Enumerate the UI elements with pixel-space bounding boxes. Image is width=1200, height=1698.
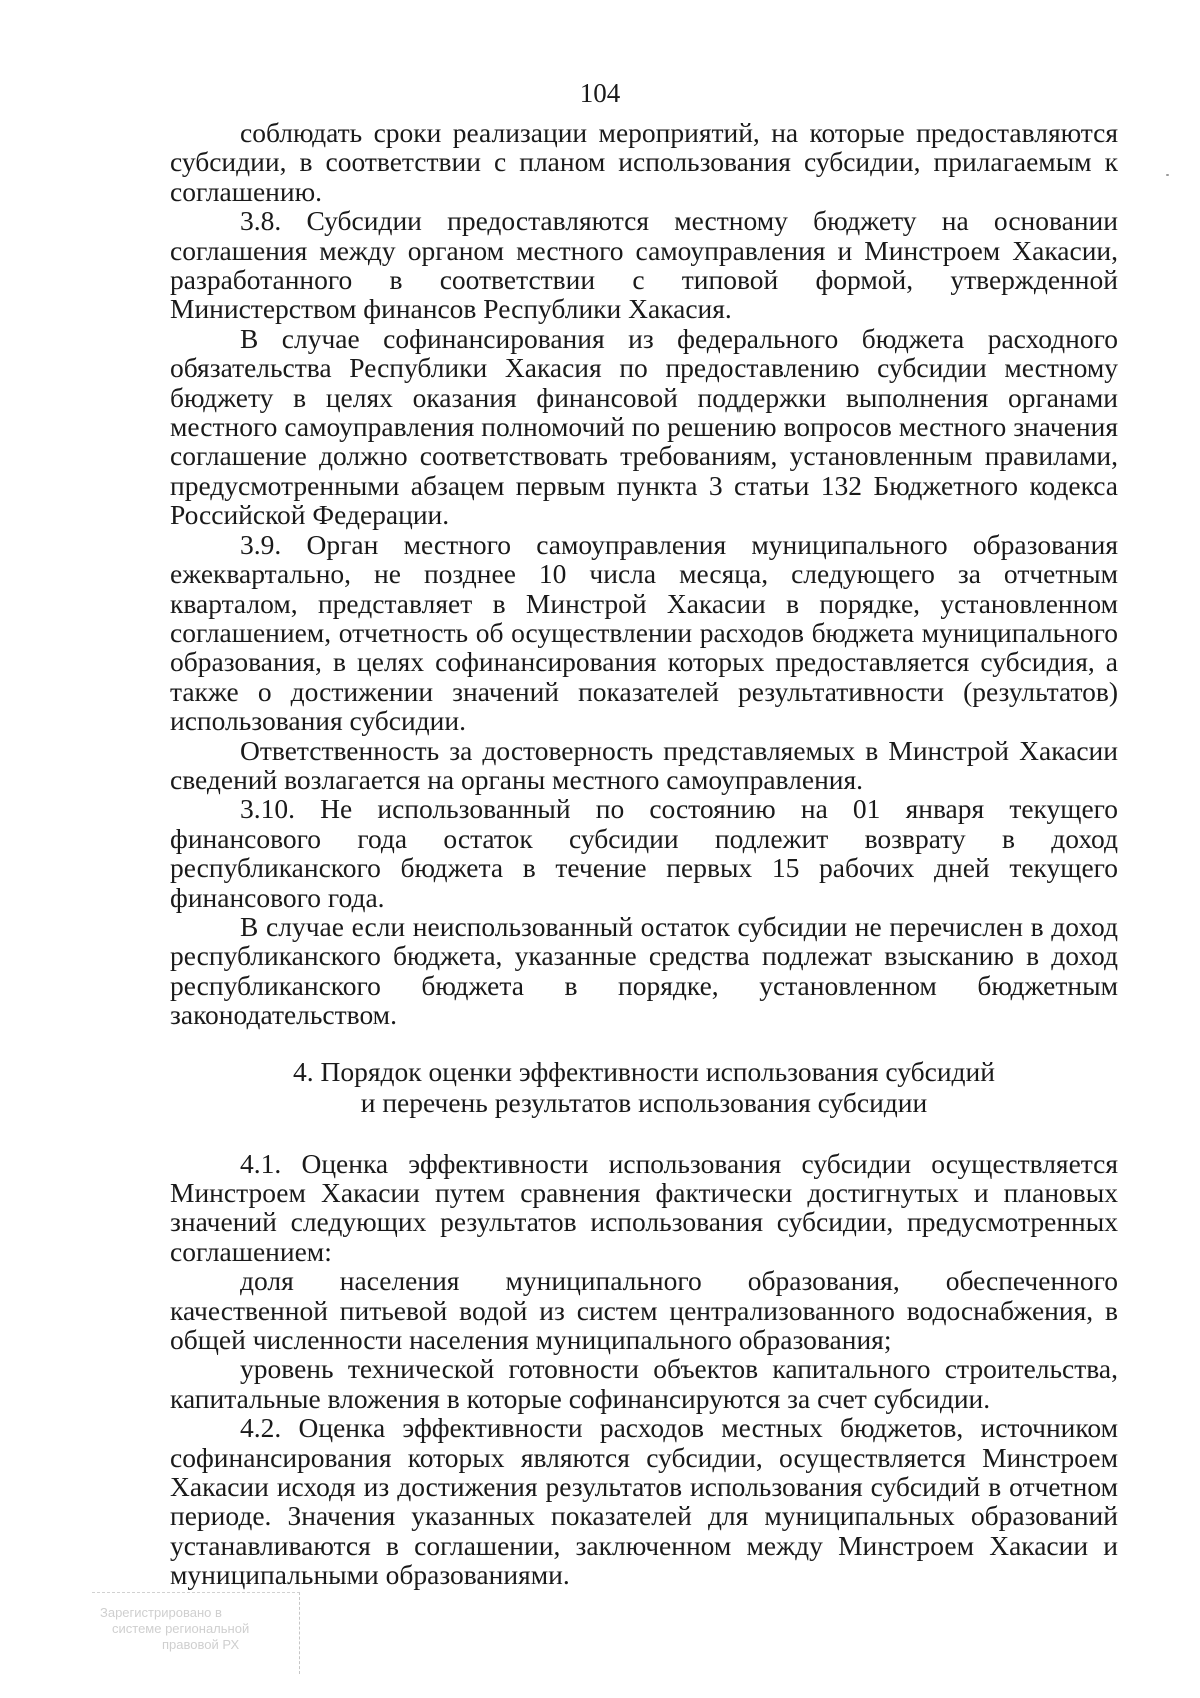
stamp-line-2: системе региональной: [112, 1621, 250, 1636]
paragraph-recovery: В случае если неиспользованный остаток субсидии не перечислен в доход республиканского бюджета, указанные средства подлежат взысканию в доход республиканского бюджета в порядке, установленном бюджетным законодательством.: [170, 910, 1118, 1031]
paragraph-indicator-readiness: уровень технической готовности объектов капитального строительства, капитальные вложения в которые софинансируются за счет субсидии.: [170, 1353, 1118, 1414]
paragraph-4-2: 4.2. Оценка эффективности расходов местных бюджетов, источником софинансирования которых являются субсидии, осуществляется Минстроем Хакасии исходя из достижения результатов использования субсидий в отчетном периоде. Значения указанных показателей для муниципальных образований устанавливаются в соглашении, заключенном между Минстроем Хакасии и муниципальными образованиями.: [170, 1412, 1118, 1591]
section-heading-line-2: и перечень результатов использования субсидии: [360, 1086, 928, 1118]
stamp-line-1: Зарегистрировано в: [100, 1605, 222, 1620]
paragraph-3-10: 3.10. Не использованный по состоянию на 01 января текущего финансового года остаток субсидии подлежит возврату в доход республиканского бюджета в течение первых 15 рабочих дней текущего финансового года.: [170, 793, 1118, 913]
paragraph-3-9: 3.9. Орган местного самоуправления муниципального образования ежеквартально, не позднее 10 числа месяца, следующего за отчетным кварталом, представляет в Минстрой Хакасии в порядке, установленном соглашением, отчетность об осуществлении расходов бюджета муниципального образования, в целях софинансирования которых предоставляется субсидия, а также о достижении значений показателей результативности (результатов) использования субсидии.: [170, 528, 1118, 737]
stamp-line-3: правовой РХ: [162, 1637, 240, 1652]
registration-stamp: [92, 1592, 300, 1674]
page-number: 104: [579, 78, 621, 108]
paragraph-cofinancing: В случае софинансирования из федерального бюджета расходного обязательства Республики Хакасия по предоставлению субсидии местному бюджету в целях оказания финансовой поддержки выполнения органами местного самоуправления полномочий по решению вопросов местного значения соглашение должно соответствовать требованиям, установленным правилами, предусмотренными абзацем первым пункта 3 статьи 132 Бюджетного кодекса Российской Федерации.: [170, 322, 1118, 531]
paragraph-indicator-water: доля населения муниципального образования, обеспеченного качественной питьевой водой из систем централизованного водоснабжения, в общей численности населения муниципального образования;: [170, 1265, 1118, 1356]
document-body: [170, 118, 1118, 1590]
section-heading-line-1: 4. Порядок оценки эффективности использования субсидий: [293, 1055, 995, 1087]
paragraph-4-1: 4.1. Оценка эффективности использования субсидии осуществляется Минстроем Хакасии путем сравнения фактически достигнутых и плановых значений следующих результатов использования субсидии, предусмотренных соглашением:: [170, 1147, 1118, 1267]
paragraph-3-7-continuation: соблюдать сроки реализации мероприятий, на которые предоставляются субсидии, в соответствии с планом использования субсидии, прилагаемым к соглашению.: [170, 117, 1118, 207]
scan-speck: [1166, 174, 1169, 176]
paragraph-3-8: 3.8. Субсидии предоставляются местному бюджету на основании соглашения между органом местного самоуправления и Минстроем Хакасии, разработанного в соответствии с типовой формой, утвержденной Министерством финансов Республики Хакасия.: [170, 205, 1118, 325]
paragraph-responsibility: Ответственность за достоверность представляемых в Минстрой Хакасии сведений возлагается на органы местного самоуправления.: [170, 734, 1118, 795]
section-4-heading: [170, 1056, 1118, 1118]
